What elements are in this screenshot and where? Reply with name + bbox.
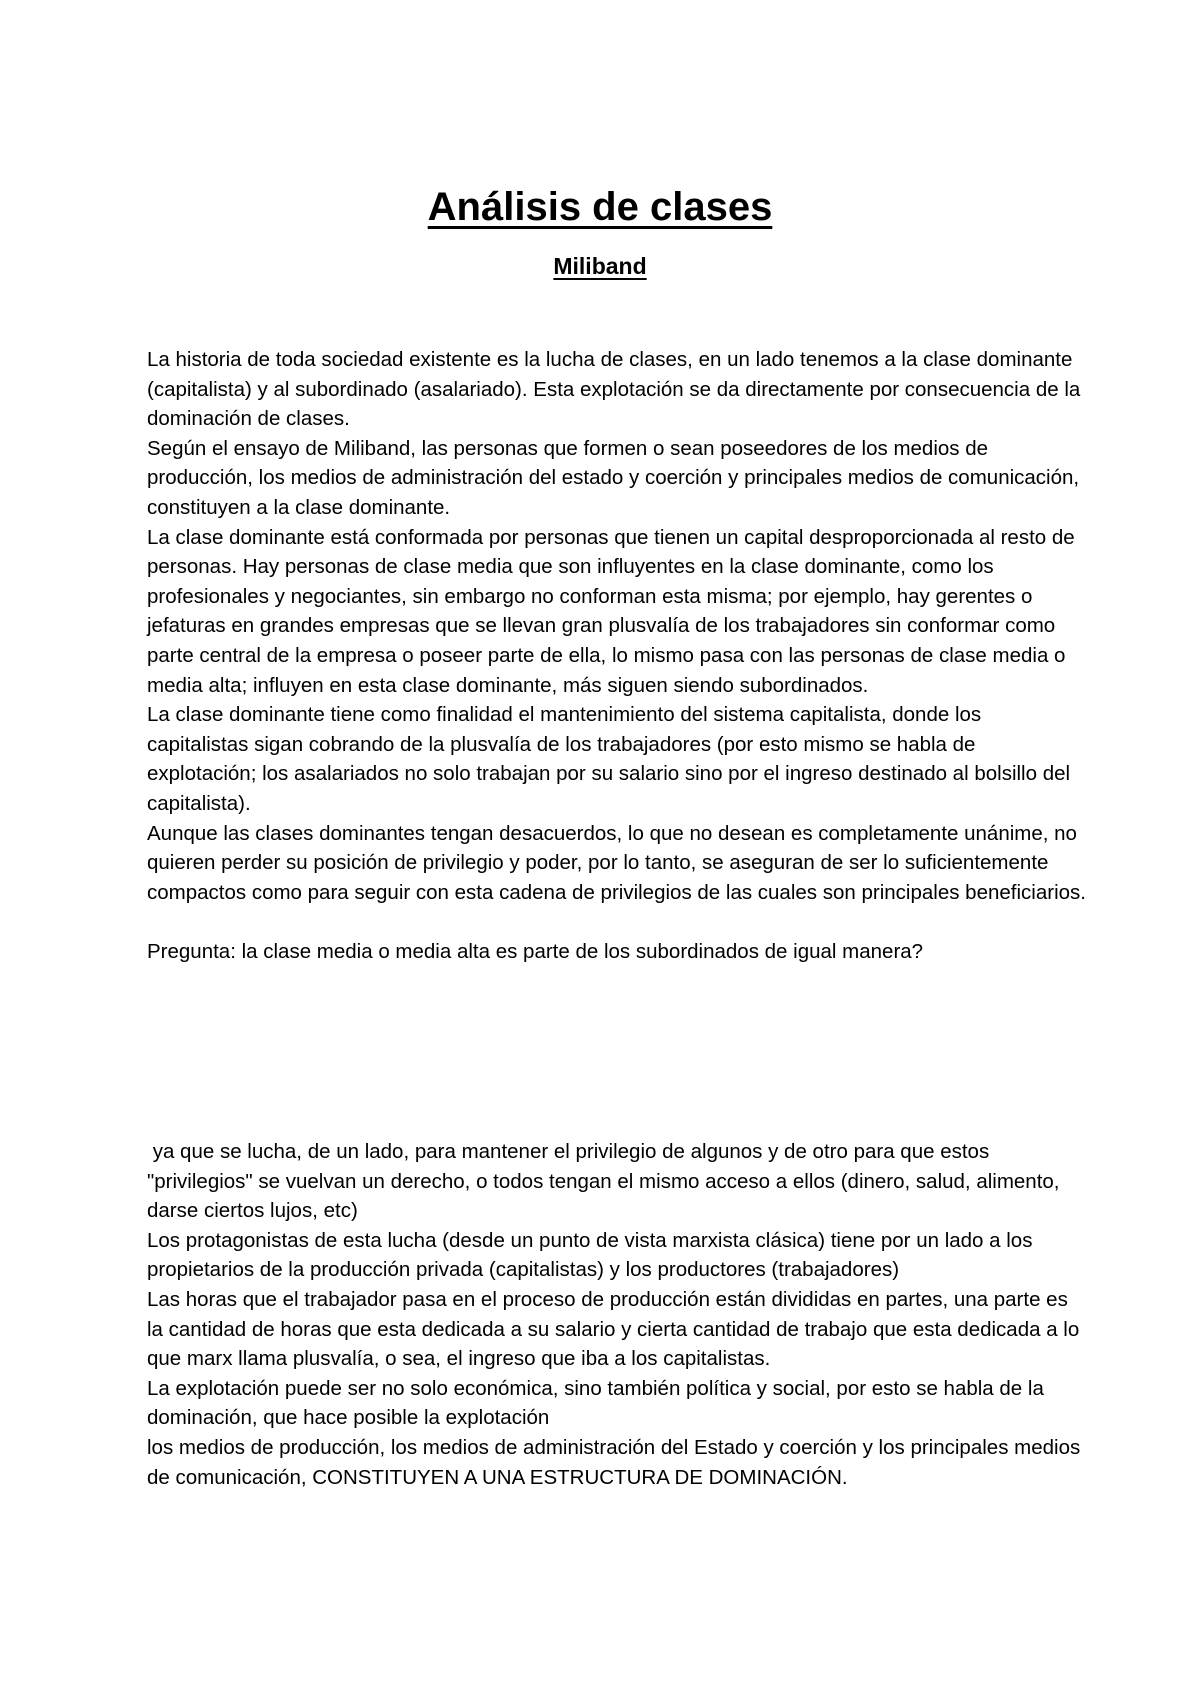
document-subtitle: Miliband bbox=[553, 253, 647, 279]
paragraph: La clase dominante tiene como finalidad el mantenimiento del sistema capitalista, donde los capitalistas sigan cobrando de la plusvalía de los trabajadores (por esto mismo se habla de explotación; los asalariados no solo trabajan por su salario sino por el ingreso destinado al bolsillo del capitalista). bbox=[147, 703, 1071, 815]
section-2 bbox=[147, 1137, 1087, 1492]
paragraph: Las horas que el trabajador pasa en el proceso de producción están divididas en partes, una parte es la cantidad de horas que esta dedicada a su salario y cierta cantidad de trabajo que esta dedicada a lo que marx llama plusvalía, o sea, el ingreso que iba a los capitalistas. bbox=[147, 1287, 1080, 1371]
paragraph: La historia de toda sociedad existente es la lucha de clases, en un lado tenemos a la clase dominante (capitalista) y al subordinado (asalariado). Esta explotación se da directamente por consecuencia de la dominación de clases. bbox=[147, 348, 1081, 431]
section-1 bbox=[147, 345, 1087, 966]
document-title: Análisis de clases bbox=[427, 185, 773, 229]
paragraph: La explotación puede ser no solo económica, sino también política y social, por esto se habla de la dominación, que hace posible la explotación bbox=[147, 1376, 1044, 1430]
paragraph: Los protagonistas de esta lucha (desde un punto de vista marxista clásica) tiene por un lado a los propietarios de la producción privada (capitalistas) y los productores (trabajadores) bbox=[147, 1228, 1033, 1282]
blank-line bbox=[147, 907, 1087, 937]
question-paragraph: Pregunta: la clase media o media alta es parte de los subordinados de igual manera? bbox=[147, 939, 924, 963]
paragraph: Según el ensayo de Miliband, las personas que formen o sean poseedores de los medios de producción, los medios de administración del estado y coerción y principales medios de comunicación, constituyen a la clase dominante. bbox=[147, 436, 1080, 519]
paragraph: La clase dominante está conformada por personas que tienen un capital desproporcionada al resto de personas. Hay personas de clase media que son influyentes en la clase dominante, como los profesionales y negociantes, sin embargo no conforman esta misma; por ejemplo, hay gerentes o jefaturas en grandes empresas que se llevan gran plusvalía de los trabajadores sin conformar como parte central de la empresa o poseer parte de ella, lo mismo pasa con las personas de clase media o media alta; influyen en esta clase dominante, más siguen siendo subordinados. bbox=[147, 525, 1075, 697]
paragraph: los medios de producción, los medios de administración del Estado y coerción y los principales medios de comunicación, CONSTITUYEN A UNA ESTRUCTURA DE DOMINACIÓN. bbox=[147, 1435, 1081, 1489]
paragraph: Aunque las clases dominantes tengan desacuerdos, lo que no desean es completamente unánime, no quieren perder su posición de privilegio y poder, por lo tanto, se aseguran de ser lo suficientemente compactos como para seguir con esta cadena de privilegios de las cuales son principales beneficiarios. bbox=[147, 821, 1086, 904]
paragraph: ya que se lucha, de un lado, para mantener el privilegio de algunos y de otro para que estos "privilegios" se vuelvan un derecho, o todos tengan el mismo acceso a ellos (dinero, salud, alimento, darse ciertos lujos, etc) bbox=[147, 1140, 1066, 1223]
